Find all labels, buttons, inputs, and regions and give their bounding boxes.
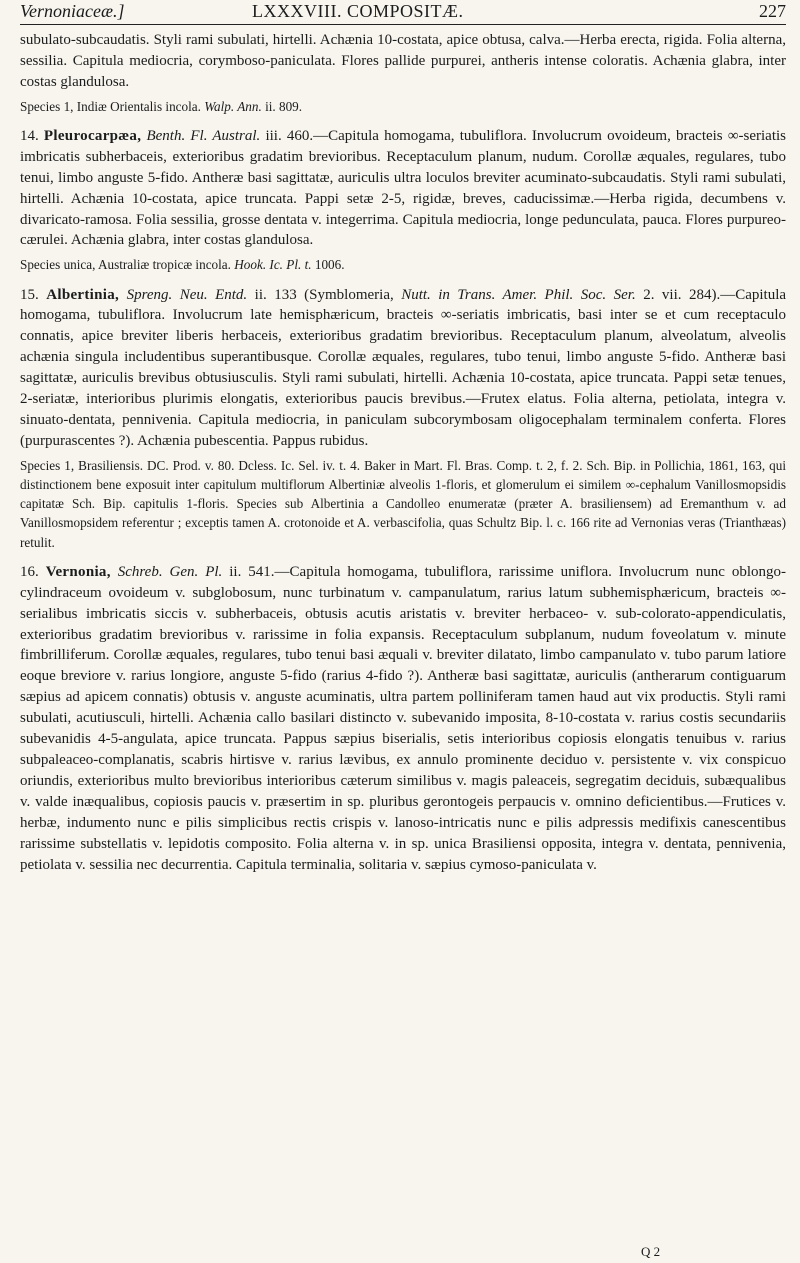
- entry-14-number: 14.: [20, 127, 39, 144]
- entry-14-paragraph: [20, 126, 786, 251]
- entry-16-genus: Vernonia,: [45, 563, 111, 580]
- entry-15-species-note: Species 1, Brasiliensis. DC. Prod. v. 80. Dcless. Ic. Sel. iv. t. 4. Baker in Mart. Fl. Bras. Comp. t. 2, f. 2. Sch. Bip. in Pollichia, 1861, 163, qui distinctionem bene exposuit inter capitulum multiflorum Albertiniæ alveolis 1-floris, et glomerulum ei similem ∞-cephalum Vanillosmopsidis capitatæ Sch. Bip. capitulis 1-floris. Species sub Albertinia a Candolleo enumeratæ (præter A. brasiliensem) ad Eremanthum v. ad Vanillosmopsidem referentur ; exceptis tamen A. crotonoide et A. verbascifolia, quas Schultz Bip. l. c. 166 rite ad Vernonias veras (Trianthæas) retulit.: [20, 457, 786, 550]
- entry-16-number: 16.: [20, 563, 39, 580]
- running-head-center: LXXXVIII. COMPOSITÆ.: [252, 1, 464, 21]
- running-head-left: Vernoniaceæ.]: [20, 1, 125, 21]
- entry-15-number: 15.: [20, 286, 39, 303]
- signature-mark: Q 2: [641, 1244, 661, 1259]
- entry-13-species-ref: Walp. Ann.: [204, 98, 262, 114]
- entry-14-species-note: Species unica, Australiæ tropicæ incola. Hook. Ic. Pl. t. 1006.: [20, 257, 345, 273]
- entry-15-authority: Spreng. Neu. Entd.: [126, 286, 248, 303]
- entry-15-description-a: ii. 133 (Symblomeria,: [254, 286, 394, 303]
- entry-16-authority: Schreb. Gen. Pl.: [117, 563, 223, 580]
- entry-15-synonym-authority: Nutt. in Trans. Amer. Phil. Soc. Ser.: [401, 286, 636, 303]
- entry-14-species-ref: Hook. Ic. Pl. t.: [234, 257, 312, 273]
- entry-15-description-b: 2. vii. 284).—Capitula homogama, tubuliflora. Involucrum late hemisphæricum, bracteis ∞-seriatis imbricatis, basi inter se et cum receptaculo connatis, apice breviter liberis herbaceis, exterioribus gradatim brevioribus. Receptaculum planum, alveolatum, alveolis achænia singula includentibus superantibusque. Corollæ æquales, regulares, tubo tenui, limbo anguste 5-fido. Antheræ basi sagittatæ, auriculis brevibus obtusiusculis. Styli rami subulati, hirtelli. Achænia 10-costata, apice truncata. Pappi setæ tenues, 2-seriatæ, interioribus plurimis elongatis, exterioribus paucis brevibus.—Frutex elatus. Folia alterna, petiolata, integra v. sinuato-dentata, pennivenia. Capitula mediocria, in paniculam subcorymbosam oligocephalam terminalem conferta. Flores (purpurascentes ?). Achænia pubescentia. Pappus rubidus.: [20, 286, 787, 449]
- entry-14-authority: Benth. Fl. Austral.: [146, 127, 261, 144]
- entry-13-description: subulato-subcaudatis. Styli rami subulati, hirtelli. Achænia 10-costata, apice obtusa, calva.—Herba erecta, rigida. Folia alterna, sessilia. Capitula mediocria, corymboso-paniculata. Flores pallide purpurei, antheris intense coloratis. Achænia glabra, inter costas glandulosa.: [20, 32, 786, 90]
- entry-15-genus: Albertinia,: [46, 286, 120, 303]
- entry-15-paragraph: [20, 285, 786, 452]
- entry-14-genus: Pleurocarpæa,: [43, 127, 142, 144]
- entry-13-species-note: Species 1, Indiæ Orientalis incola. Walp. Ann. ii. 809.: [20, 98, 303, 114]
- entry-14-description: iii. 460.—Capitula homogama, tubuliflora. Involucrum ovoideum, bracteis ∞-seriatis imbricatis subherbaceis, exterioribus gradatim brevioribus. Receptaculum planum, nudum. Corollæ æquales, regulares, tubo tenui, limbo anguste 5-fido. Antheræ basi sagittatæ, auriculis ultra loculos breviter acuminato-subcaudatis. Styli rami subulati, hirtelli. Achænia 10-costata, apice truncata. Pappi setæ 2-5, rigidæ, breves, caducissimæ.—Herba rigida, decumbens v. divaricato-ramosa. Folia sessilia, grosse dentata v. integerrima. Capitula mediocria, longe pedunculata, pauca. Flores purpureo-cærulei. Achænia glabra, inter costas glandulosa.: [20, 127, 786, 249]
- entry-16-description: ii. 541.—Capitula homogama, tubuliflora, rarissime uniflora. Involucrum nunc oblongo-cylindraceum ovoideum v. subglobosum, nunc turbinatum v. campanulatum, rarius latum subhemisphæricum, bracteis ∞-serialibus imbricatis siccis v. subherbaceis, obtusis acutis aristatis v. breviter herbaceo- v. sub-colorato-appendiculatis, exterioribus gradatim brevioribus v. rarissime in folia expansis. Receptaculum subplanum, nudum foveolatum v. minute fimbrilliferum. Corollæ æquales, regulares, tubo tenui basi æquali v. breviter dilatato, limbo campanulato v. tubo parum latiore eoque breviore v. rarius longiore, anguste 5-fido (rarius 4-fido ?). Antheræ basi sagittatæ, auriculis (antherarum contiguarum sæpius ad apicem connatis) obtusis v. anguste acuminatis, ultra partem polliniferam tamen haud aut vix productis. Styli rami subulati, acutiusculi, hirtelli. Achænia callo basilari distincto v. subevanido imposita, 8-10-costata v. rarius costis secundariis subevanidis 4-5-angulata, apice truncata. Pappus sæpius biserialis, setis interioribus copiosis elongatis tenuibus v. rarius subpaleaceo-complanatis, scabris hirtisve v. rarius lævibus, ex annulo prominente deciduo v. persistente v. vix conspicuo oriundis, exterioribus multo brevioribus interioribus cæterum similibus v. magis paleaceis, segregatim deciduis, subæqualibus v. valde inæqualibus, copiosis paucis v. præsertim in sp. pluribus gerontogeis perpaucis v. omnino deficientibus.—Frutices v. herbæ, indumento nunc e pilis simplicibus rectis crispis v. lanoso-intricatis nunc e pilis adpressis medifixis canescentibus rarissime substellatis v. lepidotis composito. Folia alterna v. in sp. unica Brasiliensi opposita, integra v. dentata, pennivenia, petiolata v. sessilia nec decurrentia. Capitula terminalia, solitaria v. sæpius cymoso-paniculata v.: [20, 563, 787, 873]
- entry-16-paragraph: [20, 562, 786, 876]
- page-number: 227: [759, 1, 786, 21]
- header-rule: [20, 24, 786, 25]
- page-body: [20, 30, 786, 875]
